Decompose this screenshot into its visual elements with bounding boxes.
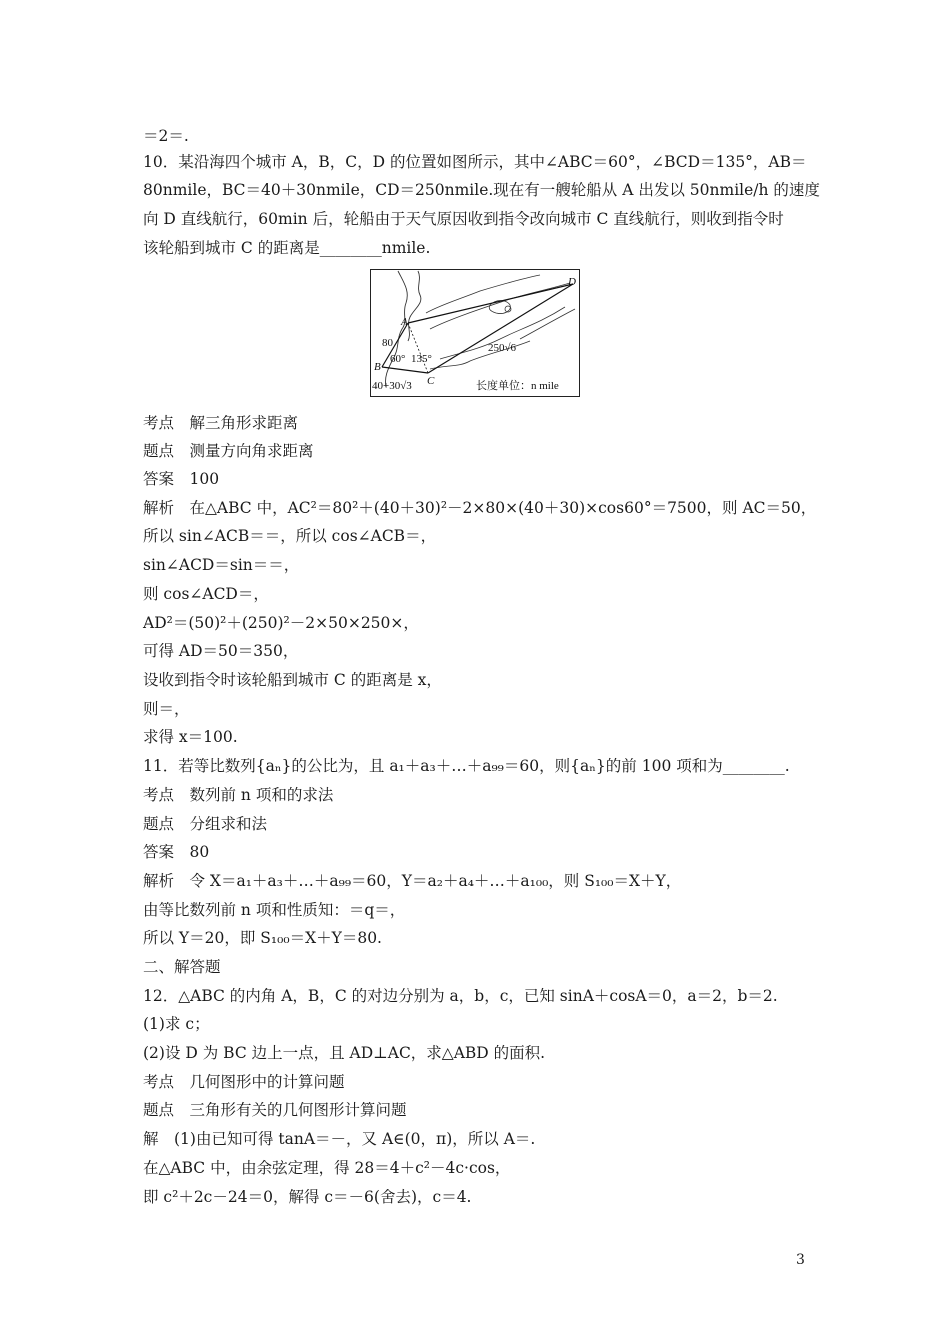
problem-12-statement: 12．△ABC 的内角 A，B，C 的对边分别为 a，b，c，已知 sinA＋cosA＝0，a＝2，b＝2. [143,987,778,1005]
point-b-label: B [374,361,381,373]
point-c-label: C [427,375,435,387]
solution-line: 解 (1)由已知可得 tanA＝－，又 A∈(0，π)，所以 A＝. [143,1130,536,1148]
text-line: 该轮船到城市 C 的距离是________nmile. [143,239,431,257]
kaodian-label: 考点 几何图形中的计算问题 [143,1073,345,1091]
solution-line: AD²＝(50)²＋(250)²－2×50×250×， [143,614,419,632]
point-a-label: A [401,316,408,328]
tidian-label: 题点 测量方向角求距离 [143,442,314,460]
solution-line: 解析 在△ABC 中，AC²＝80²＋(40＋30)²－2×80×(40＋30)×cos60°＝7500，则 AC＝50， [143,499,817,517]
tidian-label: 题点 分组求和法 [143,815,268,833]
solution-line: 则＝， [143,700,190,718]
solution-line: 可得 AD＝50＝350， [143,642,299,660]
solution-line: 则 cos∠ACD＝， [143,585,269,603]
kaodian-label: 考点 解三角形求距离 [143,414,299,432]
answer-line: 答案 80 [143,843,210,861]
solution-line: 求得 x＝100. [143,728,238,746]
section-heading: 二、解答题 [143,958,221,976]
problem-11-statement: 11．若等比数列{aₙ}的公比为，且 a₁＋a₃＋…＋a₉₉＝60，则{aₙ}的前 100 项和为________. [143,757,790,775]
solution-line: 设收到指令时该轮船到城市 C 的距离是 x， [143,671,442,689]
page-number: 3 [796,1252,805,1268]
problem-12-part-1: (1)求 c； [143,1015,210,1033]
text-line: 向 D 直线航行，60min 后，轮船由于天气原因收到指令改向城市 C 直线航行，则收到指令时 [143,210,784,228]
angle-abc-label: 60° [390,353,406,365]
side-bc-label: 40+30√3 [372,380,412,392]
solution-line: 由等比数列前 n 项和性质知：＝q＝， [143,901,406,919]
solution-line: 解析 令 X＝a₁＋a₃＋…＋a₉₉＝60，Y＝a₂＋a₄＋…＋a₁₀₀，则 S₁₀₀＝X＋Y， [143,872,682,890]
side-cd-label: 250√6 [488,342,517,354]
kaodian-label: 考点 数列前 n 项和的求法 [143,786,334,804]
solution-line: 所以 sin∠ACB＝＝，所以 cos∠ACB＝， [143,527,437,545]
solution-line: 所以 Y＝20，即 S₁₀₀＝X＋Y＝80. [143,929,382,947]
text-line: ＝2＝. [143,127,189,145]
text-line: 80nmile，BC＝40＋30nmile，CD＝250nmile.现在有一艘轮船从 A 出发以 50nmile/h 的速度 [143,181,820,199]
point-d-label: D [568,276,576,288]
problem-12-part-2: (2)设 D 为 BC 边上一点，且 AD⊥AC，求△ABD 的面积. [143,1044,546,1062]
solution-line: sin∠ACD＝sin＝＝， [143,556,300,574]
tidian-label: 题点 三角形有关的几何图形计算问题 [143,1101,407,1119]
angle-bcd-label: 135° [411,353,432,365]
solution-line: 在△ABC 中，由余弦定理，得 28＝4＋c²－4c·cos， [143,1159,511,1177]
solution-line: 即 c²＋2c－24＝0，解得 c＝－6(舍去)，c＝4. [143,1188,472,1206]
coastal-map-figure [370,269,580,397]
side-ab-label: 80 [382,337,393,349]
unit-caption: 长度单位：n mile [476,380,559,392]
problem-10-statement: 10．某沿海四个城市 A，B，C，D 的位置如图所示，其中∠ABC＝60°，∠BCD＝135°，AB＝ [143,153,807,171]
answer-line: 答案 100 [143,470,220,488]
